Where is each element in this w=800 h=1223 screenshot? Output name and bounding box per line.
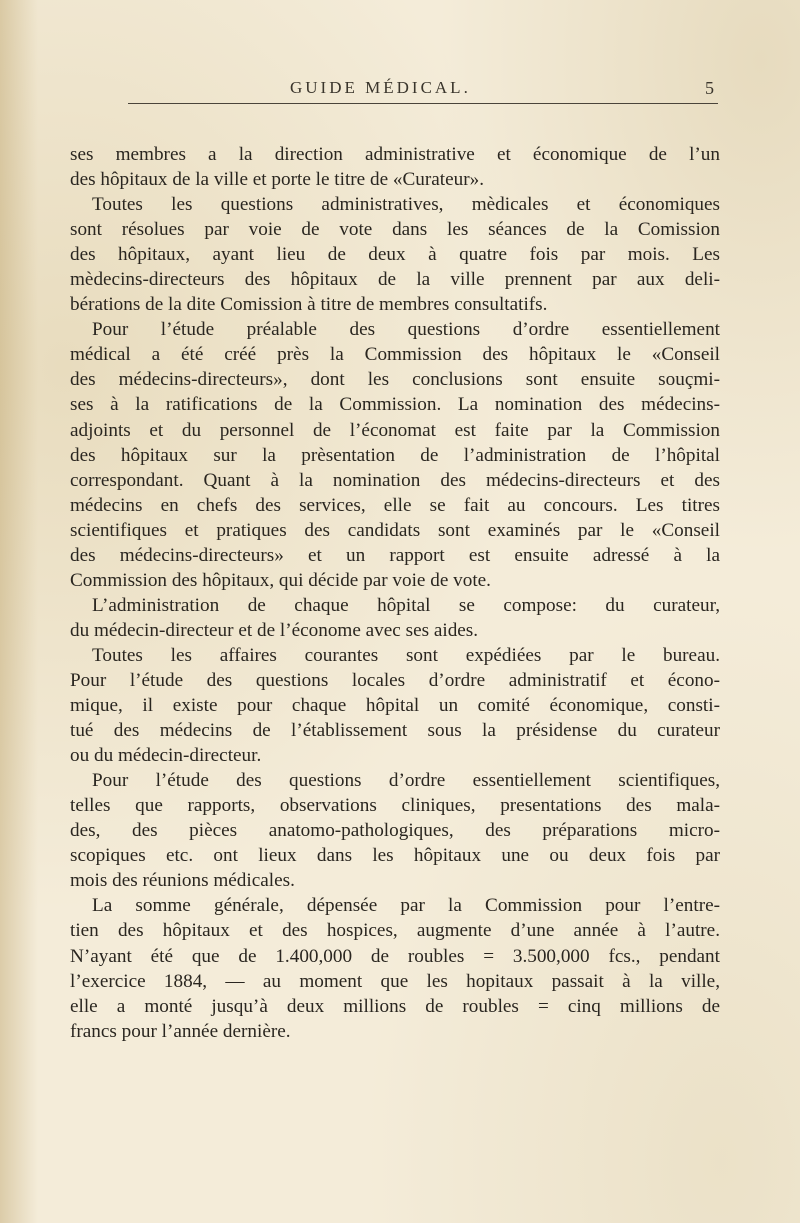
running-title: GUIDE MÉDICAL. — [290, 78, 471, 97]
text-line: Commission des hôpitaux, qui décide par voie de vote. — [70, 569, 491, 591]
text-line: La somme générale, dépensée par la Commission pour l’entre- — [92, 895, 720, 917]
text-line: tien des hôpitaux et des hospices, augmente d’une année à l’autre. — [70, 920, 720, 942]
text-line: sont résolues par voie de vote dans les séances de la Comission — [70, 219, 720, 241]
text-line: scopiques etc. ont lieux dans les hôpitaux une ou deux fois par — [70, 845, 720, 867]
text-line: bérations de la dite Comission à titre de membres consultatifs. — [70, 294, 548, 316]
page-edge-shadow — [0, 0, 38, 1223]
text-line: francs pour l’année dernière. — [70, 1020, 291, 1042]
text-line: L’administration de chaque hôpital se compose: du curateur, — [92, 594, 720, 616]
text-line: Toutes les affaires courantes sont expédiées par le bureau. — [92, 644, 720, 666]
text-line: ses membres a la direction administrative et économique de l’un — [70, 144, 720, 165]
text-line: mèdecins-directeurs des hôpitaux de la ville prennent par aux deli- — [70, 269, 720, 291]
text-line: Pour l’étude des questions locales d’ordre administratif et écono- — [70, 669, 720, 691]
text-line: ses à la ratifications de la Commission. La nomination des médecins- — [70, 394, 720, 416]
text-line: ou du médecin-directeur. — [70, 745, 262, 767]
text-line: Toutes les questions administratives, mèdicales et économiques — [92, 194, 720, 216]
text-line: des médecins-directeurs», dont les conclusions sont ensuite souçmi- — [70, 369, 720, 391]
text-line: l’exercice 1884, — au moment que les hopitaux passait à la ville, — [70, 970, 720, 992]
text-line: mique, il existe pour chaque hôpital un comité économique, consti- — [70, 695, 720, 717]
text-line: adjoints et du personnel de l’économat est faite par la Commission — [70, 419, 720, 441]
text-line: telles que rapports, observations cliniques, presentations des mala- — [70, 795, 720, 817]
text-line: correspondant. Quant à la nomination des médecins-directeurs et des — [70, 469, 720, 491]
text-line: elle a monté jusqu’à deux millions de roubles = cinq millions de — [70, 995, 720, 1017]
page-header — [0, 78, 800, 102]
body-text — [70, 142, 720, 1044]
header-rule — [128, 103, 718, 104]
text-line: des hôpitaux, ayant lieu de deux à quatre fois par mois. Les — [70, 244, 720, 266]
text-line: N’ayant été que de 1.400,000 de roubles = 3.500,000 fcs., pendant — [70, 945, 720, 967]
text-line: scientifiques et pratiques des candidats sont examinés par le «Conseil — [70, 519, 720, 541]
text-line: Pour l’étude des questions d’ordre essentiellement scientifiques, — [92, 770, 720, 792]
text-line: des médecins-directeurs» et un rapport est ensuite adressé à la — [70, 544, 720, 566]
text-line: du médecin-directeur et de l’économe avec ses aides. — [70, 619, 479, 641]
text-line: des, des pièces anatomo-pathologiques, des préparations micro- — [70, 820, 720, 842]
text-line: des hôpitaux sur la prèsentation de l’administration de l’hôpital — [70, 444, 720, 466]
text-line: des hôpitaux de la ville et porte le titre de «Curateur». — [70, 169, 484, 191]
text-line: médical a été créé près la Commission des hôpitaux le «Conseil — [70, 344, 720, 366]
text-line: mois des réunions médicales. — [70, 870, 295, 892]
text-line: médecins en chefs des services, elle se fait au concours. Les titres — [70, 494, 720, 516]
text-line: Pour l’étude préalable des questions d’ordre essentiellement — [92, 319, 720, 341]
text-line: tué des médecins de l’établissement sous la présidense du curateur — [70, 720, 720, 742]
page-number: 5 — [705, 78, 714, 98]
